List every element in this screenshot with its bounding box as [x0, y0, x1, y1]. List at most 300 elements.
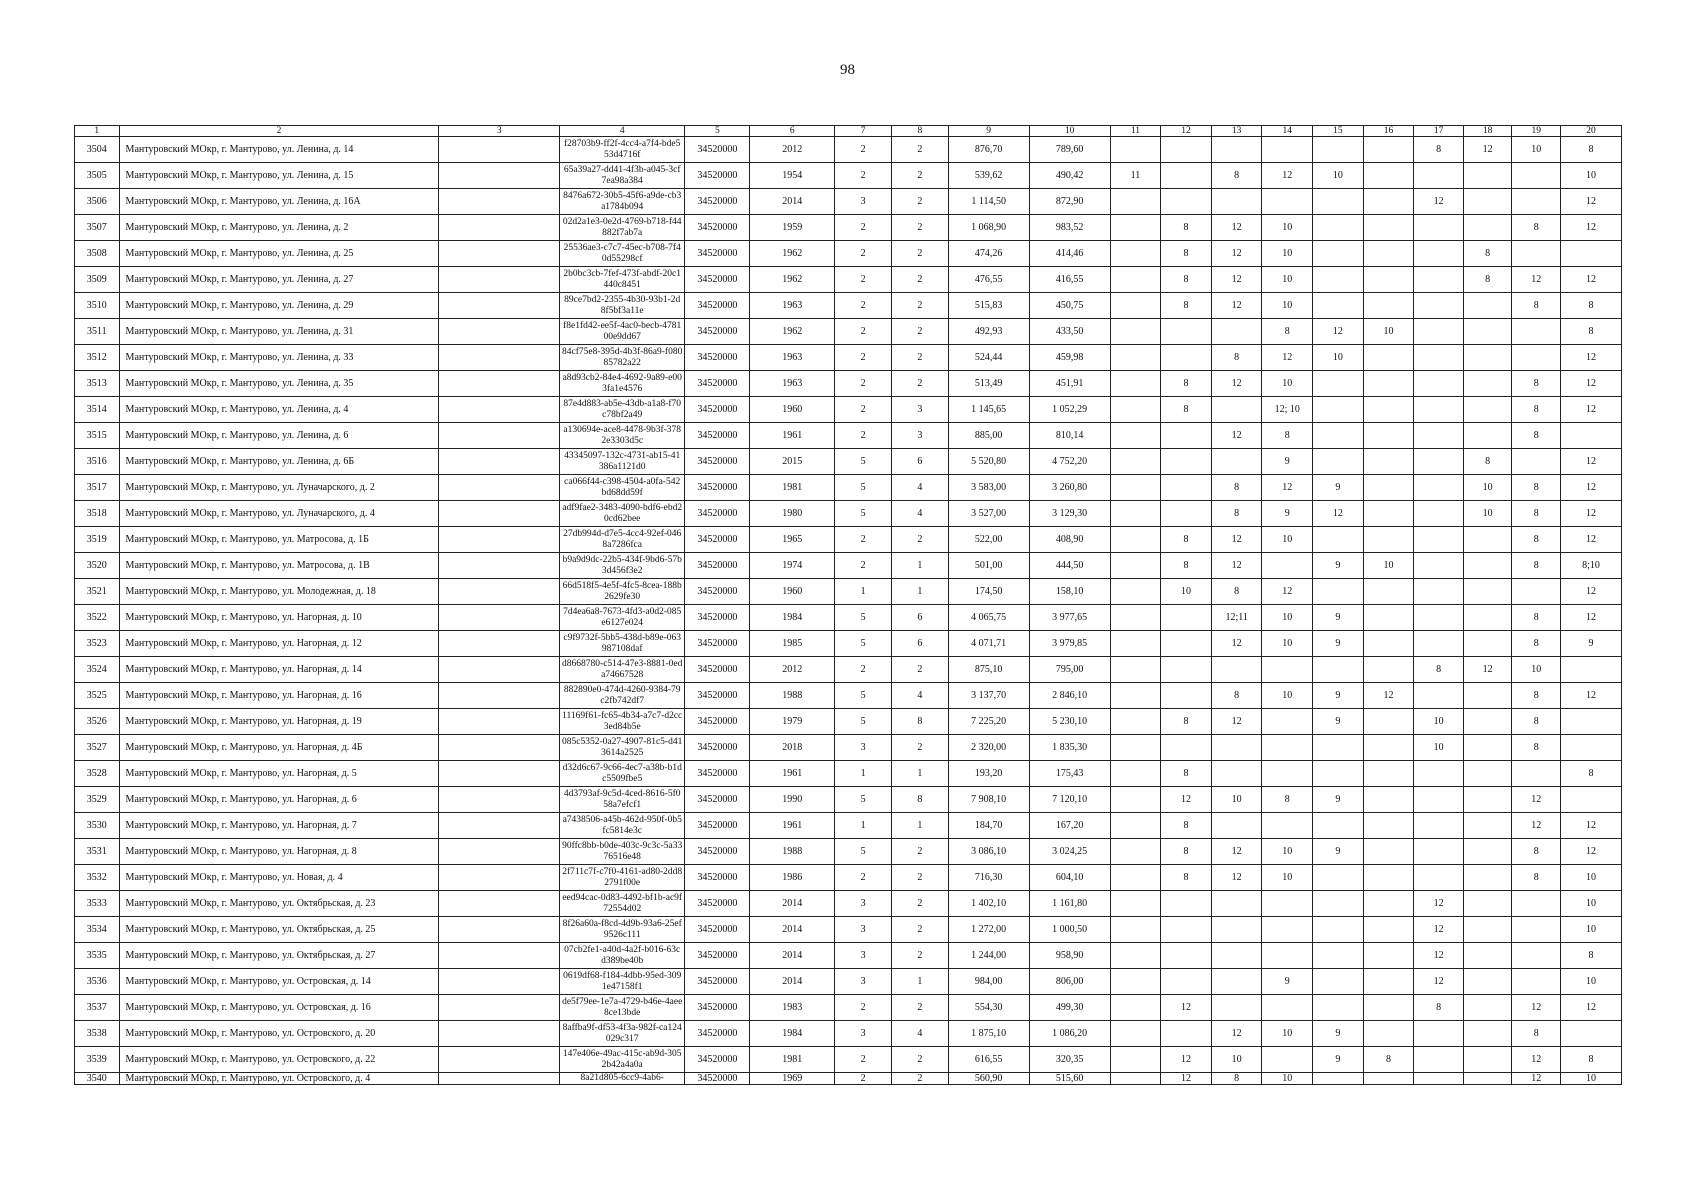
table-cell: 1961	[750, 813, 835, 839]
table-row	[75, 215, 1622, 241]
table-cell	[1161, 319, 1212, 345]
table-cell: 65a39a27-dd41-4f3b-a045-3cf7ea98a384	[559, 163, 685, 189]
table-cell	[1414, 865, 1464, 891]
table-cell: 1	[835, 579, 892, 605]
table-cell	[1363, 579, 1414, 605]
table-cell: 8	[1414, 657, 1464, 683]
table-cell: 12	[1211, 527, 1262, 553]
table-cell: 5	[835, 501, 892, 527]
table-cell: 0619df68-f184-4dbb-95ed-3091e47158f1	[559, 969, 685, 995]
table-cell: 87e4d883-ab5e-43db-a1a8-f70c78bf2a49	[559, 397, 685, 423]
table-cell	[439, 137, 559, 163]
table-cell: 10	[1262, 839, 1313, 865]
table-cell: 8	[1161, 215, 1212, 241]
table-cell: 4d3793af-9c5d-4ced-8616-5f058a7efcf1	[559, 787, 685, 813]
table-row	[75, 735, 1622, 761]
table-row	[75, 839, 1622, 865]
table-cell: 2	[891, 865, 948, 891]
table-cell	[439, 943, 559, 969]
table-body	[75, 126, 1622, 1085]
table-cell: 515,83	[948, 293, 1029, 319]
table-cell: 8	[1414, 995, 1464, 1021]
table-cell	[1414, 371, 1464, 397]
table-cell: 8	[1161, 553, 1212, 579]
table-cell	[1463, 813, 1512, 839]
table-cell: 2	[891, 371, 948, 397]
table-cell: 3 977,65	[1029, 605, 1110, 631]
table-cell: 12	[1463, 137, 1512, 163]
table-cell: a7438506-a45b-462d-950f-0b5fc5814e3c	[559, 813, 685, 839]
table-cell	[1561, 657, 1622, 683]
table-cell: 8affba9f-df53-4f3a-982f-ca124029c317	[559, 1021, 685, 1047]
column-number: 8	[891, 126, 948, 137]
table-cell: 2	[891, 267, 948, 293]
table-cell: 8	[1512, 215, 1561, 241]
table-cell	[439, 1021, 559, 1047]
table-cell: Мантуровский МОкр, г. Мантурово, ул. Луначарского, д. 4	[119, 501, 439, 527]
table-cell	[1313, 189, 1364, 215]
table-cell: 3516	[75, 449, 120, 475]
table-cell: 34520000	[685, 605, 750, 631]
table-cell	[439, 761, 559, 787]
table-cell: 414,46	[1029, 241, 1110, 267]
table-cell: 2018	[750, 735, 835, 761]
table-cell: 3531	[75, 839, 120, 865]
table-cell: a130694e-ace8-4478-9b3f-3782e3303d5c	[559, 423, 685, 449]
table-cell	[1161, 423, 1212, 449]
table-cell: 8	[891, 709, 948, 735]
table-cell: 34520000	[685, 683, 750, 709]
table-cell: 8	[1512, 553, 1561, 579]
table-cell: 1	[891, 813, 948, 839]
table-cell: 1 000,50	[1029, 917, 1110, 943]
table-cell	[1313, 579, 1364, 605]
table-cell: 5	[835, 631, 892, 657]
table-cell: 9	[1262, 969, 1313, 995]
table-cell: Мантуровский МОкр, г. Мантурово, ул. Ленина, д. 16А	[119, 189, 439, 215]
table-cell: 34520000	[685, 1047, 750, 1073]
table-cell	[439, 423, 559, 449]
table-cell	[1463, 709, 1512, 735]
table-cell: 34520000	[685, 293, 750, 319]
column-number: 10	[1029, 126, 1110, 137]
table-cell	[1414, 839, 1464, 865]
table-cell	[1110, 917, 1161, 943]
table-cell	[1313, 371, 1364, 397]
table-cell: 11169f61-fc65-4b34-a7c7-d2cc3ed84b5e	[559, 709, 685, 735]
table-cell: 3	[835, 917, 892, 943]
table-cell: 885,00	[948, 423, 1029, 449]
table-cell: 1 161,80	[1029, 891, 1110, 917]
table-cell	[1161, 163, 1212, 189]
table-cell: 1	[891, 579, 948, 605]
table-cell: 1	[835, 813, 892, 839]
table-cell: 1	[891, 969, 948, 995]
table-cell: 1965	[750, 527, 835, 553]
table-cell: 184,70	[948, 813, 1029, 839]
table-cell	[1512, 891, 1561, 917]
table-cell: Мантуровский МОкр, г. Мантурово, ул. Ленина, д. 6Б	[119, 449, 439, 475]
table-cell: 10	[1561, 163, 1622, 189]
table-cell	[439, 969, 559, 995]
table-cell: 1980	[750, 501, 835, 527]
table-cell: 8	[1512, 475, 1561, 501]
table-cell	[1463, 787, 1512, 813]
table-row	[75, 423, 1622, 449]
table-cell	[1414, 215, 1464, 241]
table-cell: 5	[835, 605, 892, 631]
table-cell	[1363, 605, 1414, 631]
table-cell: Мантуровский МОкр, г. Мантурово, ул. Новая, д. 4	[119, 865, 439, 891]
table-cell: Мантуровский МОкр, г. Мантурово, ул. Ленина, д. 27	[119, 267, 439, 293]
table-cell: 2014	[750, 969, 835, 995]
table-cell: 983,52	[1029, 215, 1110, 241]
table-cell: 12	[1561, 215, 1622, 241]
table-cell: 806,00	[1029, 969, 1110, 995]
table-cell: 3519	[75, 527, 120, 553]
column-number: 11	[1110, 126, 1161, 137]
table-cell: 12	[1414, 891, 1464, 917]
column-number: 4	[559, 126, 685, 137]
table-cell: 12	[1262, 345, 1313, 371]
table-cell: 3513	[75, 371, 120, 397]
table-cell	[1463, 527, 1512, 553]
table-cell	[1211, 995, 1262, 1021]
table-cell	[1414, 1047, 1464, 1073]
column-number: 18	[1463, 126, 1512, 137]
table-cell	[1463, 995, 1512, 1021]
table-cell: 2f711c7f-c7f0-4161-ad80-2dd82791f00e	[559, 865, 685, 891]
table-cell	[1363, 267, 1414, 293]
table-cell: 2	[835, 553, 892, 579]
table-cell: 12	[1313, 501, 1364, 527]
table-cell	[1363, 969, 1414, 995]
table-cell	[1110, 345, 1161, 371]
table-cell: 175,43	[1029, 761, 1110, 787]
table-cell: 10	[1463, 501, 1512, 527]
table-cell: 34520000	[685, 397, 750, 423]
table-cell	[1512, 345, 1561, 371]
table-cell: 1986	[750, 865, 835, 891]
table-cell	[1211, 735, 1262, 761]
table-cell	[1262, 735, 1313, 761]
table-cell	[1512, 579, 1561, 605]
table-cell: 12	[1561, 397, 1622, 423]
table-cell: 8	[1561, 137, 1622, 163]
table-cell: 9	[1313, 787, 1364, 813]
table-cell: 12	[1414, 943, 1464, 969]
table-cell: 515,60	[1029, 1073, 1110, 1085]
table-cell: 4 065,75	[948, 605, 1029, 631]
table-cell	[1262, 1047, 1313, 1073]
table-cell: 10	[1161, 579, 1212, 605]
table-cell	[1414, 579, 1464, 605]
table-cell	[439, 631, 559, 657]
table-cell: 1974	[750, 553, 835, 579]
table-cell: 34520000	[685, 579, 750, 605]
table-cell	[1110, 631, 1161, 657]
table-cell	[1414, 397, 1464, 423]
table-cell: 2	[835, 345, 892, 371]
table-cell: 2	[835, 397, 892, 423]
table-cell	[1110, 605, 1161, 631]
table-cell	[1363, 761, 1414, 787]
table-cell	[1463, 345, 1512, 371]
table-cell: 12	[1512, 1047, 1561, 1073]
column-number: 1	[75, 126, 120, 137]
table-cell	[1414, 163, 1464, 189]
table-cell: Мантуровский МОкр, г. Мантурово, ул. Нагорная, д. 6	[119, 787, 439, 813]
table-cell: 10	[1262, 293, 1313, 319]
table-cell: 5	[835, 683, 892, 709]
table-cell	[1463, 969, 1512, 995]
table-cell	[1211, 657, 1262, 683]
table-cell: 12;11	[1211, 605, 1262, 631]
table-cell: 2	[891, 1047, 948, 1073]
table-cell: 1 402,10	[948, 891, 1029, 917]
column-number-row	[75, 126, 1622, 137]
table-cell	[1110, 865, 1161, 891]
table-cell: 2014	[750, 943, 835, 969]
table-cell: Мантуровский МОкр, г. Мантурово, ул. Ленина, д. 6	[119, 423, 439, 449]
table-cell: ca066f44-c398-4504-a0fa-542bd68dd59f	[559, 475, 685, 501]
table-cell	[1463, 423, 1512, 449]
table-cell: 12	[1211, 293, 1262, 319]
table-cell	[1512, 241, 1561, 267]
table-cell: 34520000	[685, 501, 750, 527]
table-cell	[439, 397, 559, 423]
table-cell: 89ce7bd2-2355-4b30-93b1-2d8f5bf3a11e	[559, 293, 685, 319]
table-cell: 3	[891, 397, 948, 423]
table-cell: 2	[835, 865, 892, 891]
table-cell: 9	[1313, 631, 1364, 657]
table-cell: 12	[1561, 345, 1622, 371]
table-cell: Мантуровский МОкр, г. Мантурово, ул. Матросова, д. 1Б	[119, 527, 439, 553]
table-cell	[1211, 813, 1262, 839]
table-cell	[1512, 189, 1561, 215]
table-cell: 3515	[75, 423, 120, 449]
table-cell: 2	[835, 995, 892, 1021]
table-row	[75, 813, 1622, 839]
table-cell: 810,14	[1029, 423, 1110, 449]
table-cell	[1363, 917, 1414, 943]
table-cell: 8476a672-30b5-45f6-a9de-cb3a1784b094	[559, 189, 685, 215]
table-cell: 3 527,00	[948, 501, 1029, 527]
table-cell	[1110, 215, 1161, 241]
table-cell: 3510	[75, 293, 120, 319]
table-cell: 2014	[750, 891, 835, 917]
table-cell: 147e406e-49ac-415c-ab9d-3052b42a4a0a	[559, 1047, 685, 1073]
table-cell: 3535	[75, 943, 120, 969]
table-cell: 474,26	[948, 241, 1029, 267]
table-cell: 1961	[750, 761, 835, 787]
table-cell: 2	[891, 527, 948, 553]
table-cell	[1363, 475, 1414, 501]
table-cell: 3529	[75, 787, 120, 813]
table-cell: 5	[835, 839, 892, 865]
table-cell: 10	[1262, 1073, 1313, 1085]
table-cell: f8e1fd42-ee5f-4ac0-becb-478100e9dd67	[559, 319, 685, 345]
table-cell	[1262, 553, 1313, 579]
table-cell: 12	[1211, 215, 1262, 241]
table-cell: 12	[1561, 371, 1622, 397]
table-cell: 5 230,10	[1029, 709, 1110, 735]
table-cell	[1363, 657, 1414, 683]
table-cell: 34520000	[685, 423, 750, 449]
table-cell: 8	[1161, 527, 1212, 553]
table-cell	[439, 995, 559, 1021]
table-cell: 499,30	[1029, 995, 1110, 1021]
table-cell: 7 908,10	[948, 787, 1029, 813]
table-cell: 12	[1561, 189, 1622, 215]
table-cell: 10	[1313, 345, 1364, 371]
table-cell	[1363, 631, 1414, 657]
table-cell: 34520000	[685, 553, 750, 579]
table-row	[75, 1073, 1622, 1085]
table-cell: 27db994d-d7e5-4cc4-92ef-0468a7286fca	[559, 527, 685, 553]
table-cell	[1561, 423, 1622, 449]
table-cell: 1969	[750, 1073, 835, 1085]
table-cell: 12	[1512, 995, 1561, 1021]
table-cell	[1463, 865, 1512, 891]
table-cell: 8	[1161, 397, 1212, 423]
table-cell: 8	[1512, 683, 1561, 709]
table-cell: 8	[1161, 371, 1212, 397]
table-row	[75, 787, 1622, 813]
table-cell	[1463, 319, 1512, 345]
table-cell: 8	[1561, 1047, 1622, 1073]
table-cell: 167,20	[1029, 813, 1110, 839]
table-cell: Мантуровский МОкр, г. Мантурово, ул. Нагорная, д. 10	[119, 605, 439, 631]
table-cell	[1110, 891, 1161, 917]
table-cell: 2	[891, 891, 948, 917]
table-cell	[1110, 761, 1161, 787]
table-cell: 2012	[750, 137, 835, 163]
table-cell: Мантуровский МОкр, г. Мантурово, ул. Ленина, д. 14	[119, 137, 439, 163]
table-cell: 34520000	[685, 891, 750, 917]
table-cell: 43345097-132c-4731-ab15-41386a1121d0	[559, 449, 685, 475]
table-cell	[1313, 397, 1364, 423]
table-row	[75, 865, 1622, 891]
table-cell: 8	[1161, 813, 1212, 839]
table-cell: Мантуровский МОкр, г. Мантурово, ул. Октябрьская, д. 27	[119, 943, 439, 969]
table-cell: 2015	[750, 449, 835, 475]
table-cell: 4	[891, 683, 948, 709]
table-cell	[1363, 397, 1414, 423]
table-cell: 958,90	[1029, 943, 1110, 969]
table-cell	[1463, 1073, 1512, 1085]
table-cell: 8	[1512, 371, 1561, 397]
table-cell	[439, 501, 559, 527]
table-cell: 12	[1512, 813, 1561, 839]
table-cell: 10	[1561, 865, 1622, 891]
table-cell	[439, 917, 559, 943]
table-cell: 90ffc8bb-b0de-403c-9c3c-5a3376516e48	[559, 839, 685, 865]
table-cell: 2	[891, 163, 948, 189]
table-cell	[1363, 137, 1414, 163]
table-cell	[439, 683, 559, 709]
table-cell: 12	[1561, 839, 1622, 865]
table-cell: 1963	[750, 293, 835, 319]
table-cell: 1960	[750, 397, 835, 423]
page-number: 98	[840, 62, 855, 78]
table-cell: 3 583,00	[948, 475, 1029, 501]
table-cell: 10	[1262, 241, 1313, 267]
table-row	[75, 241, 1622, 267]
table-cell: 4 752,20	[1029, 449, 1110, 475]
column-number: 16	[1363, 126, 1414, 137]
table-cell: 1990	[750, 787, 835, 813]
table-cell: 12	[1512, 267, 1561, 293]
table-cell: 8	[1561, 293, 1622, 319]
table-cell: 8	[1512, 839, 1561, 865]
table-cell: 3504	[75, 137, 120, 163]
table-cell: 2	[891, 293, 948, 319]
table-cell: 6	[891, 605, 948, 631]
table-cell	[1414, 787, 1464, 813]
table-cell	[1463, 917, 1512, 943]
table-cell: 12	[1463, 657, 1512, 683]
table-cell	[1363, 735, 1414, 761]
table-cell: 3528	[75, 761, 120, 787]
table-cell: 1 145,65	[948, 397, 1029, 423]
table-cell: 9	[1313, 605, 1364, 631]
table-cell	[1414, 423, 1464, 449]
table-cell	[1561, 787, 1622, 813]
table-cell	[1414, 527, 1464, 553]
table-cell: 3 137,70	[948, 683, 1029, 709]
table-cell	[439, 189, 559, 215]
table-cell: 10	[1262, 371, 1313, 397]
table-cell: 9	[1561, 631, 1622, 657]
table-cell: 12	[1211, 423, 1262, 449]
table-cell	[1110, 1047, 1161, 1073]
table-cell: 12	[1414, 917, 1464, 943]
table-cell: 3521	[75, 579, 120, 605]
table-cell	[1561, 1021, 1622, 1047]
table-cell: 1988	[750, 683, 835, 709]
table-cell: 2	[891, 657, 948, 683]
table-cell: 3 260,80	[1029, 475, 1110, 501]
table-cell: 3507	[75, 215, 120, 241]
table-cell: 3508	[75, 241, 120, 267]
table-cell	[1313, 241, 1364, 267]
table-row	[75, 683, 1622, 709]
table-cell	[1463, 761, 1512, 787]
table-cell: 12	[1561, 813, 1622, 839]
table-row	[75, 605, 1622, 631]
table-cell: 2	[835, 657, 892, 683]
table-cell: 12	[1414, 969, 1464, 995]
table-cell	[1313, 735, 1364, 761]
table-cell: 34520000	[685, 943, 750, 969]
table-cell	[1110, 813, 1161, 839]
table-row	[75, 319, 1622, 345]
table-cell: 34520000	[685, 813, 750, 839]
table-cell: 2	[891, 241, 948, 267]
table-cell	[1414, 319, 1464, 345]
table-cell	[1414, 267, 1464, 293]
table-cell	[1110, 397, 1161, 423]
table-cell	[1262, 189, 1313, 215]
table-cell	[1110, 189, 1161, 215]
table-row	[75, 969, 1622, 995]
table-cell	[1313, 813, 1364, 839]
table-cell	[1363, 449, 1414, 475]
table-cell: 1981	[750, 1047, 835, 1073]
table-cell: 9	[1313, 1021, 1364, 1047]
table-cell: adf9fae2-3483-4090-bdf6-ebd20cd62bee	[559, 501, 685, 527]
